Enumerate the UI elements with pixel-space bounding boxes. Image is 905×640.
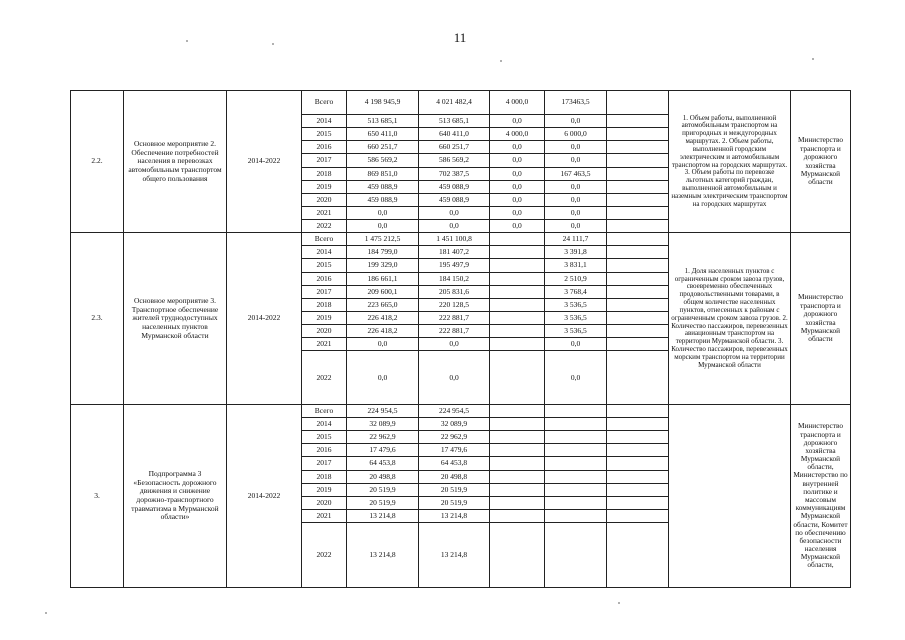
other-funds-value: 0,0 [545,338,607,351]
year-cell: 2014 [302,246,347,259]
regional-budget-value: 13 214,8 [419,509,490,522]
regional-budget-value: 702 387,5 [419,167,490,180]
regional-budget-value: 20 519,9 [419,483,490,496]
year-cell: 2021 [302,509,347,522]
item-period: 2014-2022 [227,404,302,587]
regional-budget-value: 195 497,9 [419,259,490,272]
federal-budget-value: 0,0 [490,167,545,180]
other-funds-value: 3 536,5 [545,311,607,324]
empty-cell [607,351,669,405]
year-cell: 2017 [302,154,347,167]
empty-cell [607,418,669,431]
federal-budget-value [490,325,545,338]
scan-speck [272,43,274,45]
other-funds-value: 0,0 [545,220,607,233]
item-code: 2.3. [71,233,124,405]
empty-cell [607,220,669,233]
empty-cell [607,154,669,167]
item-period: 2014-2022 [227,233,302,405]
other-funds-value: 0,0 [545,193,607,206]
total-value: 64 453,8 [347,457,419,470]
empty-cell [607,457,669,470]
total-value: 513 685,1 [347,115,419,128]
total-value: 459 088,9 [347,193,419,206]
year-cell: 2021 [302,206,347,219]
federal-budget-value [490,444,545,457]
total-value: 586 569,2 [347,154,419,167]
regional-budget-value: 13 214,8 [419,523,490,588]
year-cell: 2016 [302,272,347,285]
empty-cell [607,431,669,444]
other-funds-value: 173463,5 [545,91,607,115]
federal-budget-value: 0,0 [490,154,545,167]
year-cell: 2015 [302,259,347,272]
other-funds-value: 3 391,8 [545,246,607,259]
regional-budget-value: 20 498,8 [419,470,490,483]
federal-budget-value [490,233,545,246]
other-funds-value [545,418,607,431]
year-cell: 2019 [302,180,347,193]
federal-budget-value: 0,0 [490,180,545,193]
empty-cell [607,338,669,351]
empty-cell [607,91,669,115]
other-funds-value [545,470,607,483]
total-value: 660 251,7 [347,141,419,154]
empty-cell [607,325,669,338]
other-funds-value: 0,0 [545,154,607,167]
empty-cell [607,180,669,193]
other-funds-value: 0,0 [545,351,607,405]
other-funds-value: 2 510,9 [545,272,607,285]
federal-budget-value: 0,0 [490,141,545,154]
total-value: 869 851,0 [347,167,419,180]
total-value: 4 198 945,9 [347,91,419,115]
federal-budget-value [490,496,545,509]
regional-budget-value: 586 569,2 [419,154,490,167]
regional-budget-value: 22 962,9 [419,431,490,444]
total-value: 226 418,2 [347,311,419,324]
total-value: 459 088,9 [347,180,419,193]
regional-budget-value: 0,0 [419,206,490,219]
federal-budget-value [490,431,545,444]
year-cell: Всего [302,233,347,246]
year-cell: 2015 [302,128,347,141]
table-row [71,404,851,417]
scan-speck [812,58,814,60]
total-value: 1 475 212,5 [347,233,419,246]
regional-budget-value: 0,0 [419,220,490,233]
scan-speck [618,602,620,604]
year-cell: 2019 [302,483,347,496]
empty-cell [607,509,669,522]
item-code: 3. [71,404,124,587]
total-value: 224 954,5 [347,404,419,417]
federal-budget-value: 0,0 [490,220,545,233]
regional-budget-value: 17 479,6 [419,444,490,457]
federal-budget-value [490,272,545,285]
federal-budget-value [490,351,545,405]
other-funds-value: 3 831,1 [545,259,607,272]
federal-budget-value: 0,0 [490,193,545,206]
federal-budget-value [490,523,545,588]
regional-budget-value: 459 088,9 [419,180,490,193]
other-funds-value: 24 111,7 [545,233,607,246]
regional-budget-value: 640 411,0 [419,128,490,141]
other-funds-value [545,431,607,444]
federal-budget-value [490,298,545,311]
total-value: 17 479,6 [347,444,419,457]
federal-budget-value: 4 000,0 [490,91,545,115]
table-row [71,91,851,115]
total-value: 13 214,8 [347,523,419,588]
total-value: 199 329,0 [347,259,419,272]
total-value: 0,0 [347,206,419,219]
empty-cell [607,483,669,496]
empty-cell [607,285,669,298]
regional-budget-value: 222 881,7 [419,311,490,324]
total-value: 209 600,1 [347,285,419,298]
total-value: 186 661,1 [347,272,419,285]
total-value: 32 089,9 [347,418,419,431]
empty-cell [607,523,669,588]
other-funds-value: 3 536,5 [545,298,607,311]
regional-budget-value: 181 407,2 [419,246,490,259]
empty-cell [607,311,669,324]
year-cell: 2019 [302,311,347,324]
federal-budget-value [490,483,545,496]
federal-budget-value [490,311,545,324]
program-table [70,90,851,588]
year-cell: 2016 [302,141,347,154]
year-cell: 2018 [302,470,347,483]
item-name: Основное мероприятие 3. Транспортное обеспечение жителей труднодоступных населенных пунктов Мурманской области [124,233,227,405]
total-value: 20 519,9 [347,496,419,509]
total-value: 0,0 [347,351,419,405]
regional-budget-value: 64 453,8 [419,457,490,470]
regional-budget-value: 0,0 [419,351,490,405]
federal-budget-value [490,457,545,470]
other-funds-value: 0,0 [545,206,607,219]
empty-cell [607,233,669,246]
regional-budget-value: 205 831,6 [419,285,490,298]
total-value: 20 519,9 [347,483,419,496]
federal-budget-value: 4 000,0 [490,128,545,141]
other-funds-value [545,523,607,588]
empty-cell [607,259,669,272]
item-name: Подпрограмма 3 «Безопасность дорожного движения и снижение дорожно-транспортного травматизма в Мурманской области» [124,404,227,587]
empty-cell [607,298,669,311]
year-cell: 2017 [302,285,347,298]
year-cell: 2021 [302,338,347,351]
total-value: 223 665,0 [347,298,419,311]
year-cell: 2020 [302,193,347,206]
empty-cell [607,470,669,483]
item-code: 2.2. [71,91,124,233]
other-funds-value: 0,0 [545,115,607,128]
regional-budget-value: 184 150,2 [419,272,490,285]
empty-cell [607,444,669,457]
empty-cell [607,115,669,128]
federal-budget-value [490,338,545,351]
year-cell: 2017 [302,457,347,470]
regional-budget-value: 4 021 482,4 [419,91,490,115]
empty-cell [607,272,669,285]
total-value: 226 418,2 [347,325,419,338]
total-value: 184 799,0 [347,246,419,259]
total-value: 650 411,0 [347,128,419,141]
empty-cell [607,206,669,219]
other-funds-value: 6 000,0 [545,128,607,141]
year-cell: 2015 [302,431,347,444]
empty-cell [607,496,669,509]
federal-budget-value [490,470,545,483]
other-funds-value: 3 768,4 [545,285,607,298]
total-value: 0,0 [347,220,419,233]
federal-budget-value [490,509,545,522]
year-cell: 2020 [302,496,347,509]
other-funds-value [545,404,607,417]
regional-budget-value: 459 088,9 [419,193,490,206]
empty-cell [607,404,669,417]
item-name: Основное мероприятие 2. Обеспечение потребностей населения в перевозках автомобильным транспортом общего пользования [124,91,227,233]
other-funds-value [545,509,607,522]
year-cell: 2022 [302,220,347,233]
empty-cell [607,141,669,154]
regional-budget-value: 660 251,7 [419,141,490,154]
other-funds-value [545,444,607,457]
year-cell: 2022 [302,351,347,405]
federal-budget-value [490,285,545,298]
scan-speck [45,612,47,614]
other-funds-value [545,483,607,496]
page-number: 11 [453,30,467,45]
year-cell: 2016 [302,444,347,457]
empty-cell [607,128,669,141]
year-cell: 2014 [302,115,347,128]
regional-budget-value: 224 954,5 [419,404,490,417]
indicators-cell [669,404,791,587]
table-row [71,233,851,246]
federal-budget-value [490,259,545,272]
federal-budget-value [490,246,545,259]
empty-cell [607,167,669,180]
regional-budget-value: 20 519,9 [419,496,490,509]
regional-budget-value: 1 451 100,8 [419,233,490,246]
total-value: 20 498,8 [347,470,419,483]
year-cell: 2014 [302,418,347,431]
other-funds-value: 0,0 [545,180,607,193]
regional-budget-value: 513 685,1 [419,115,490,128]
responsible-cell: Министерство транспорта и дорожного хозяйства Мурманской области, Министерство по внутренней политике и массовым коммуникациям Мурманской области, Комитет по обеспечению безопасности населения Мурманской области, [791,404,851,587]
federal-budget-value: 0,0 [490,206,545,219]
regional-budget-value: 0,0 [419,338,490,351]
total-value: 13 214,8 [347,509,419,522]
other-funds-value [545,457,607,470]
year-cell: 2018 [302,167,347,180]
federal-budget-value [490,404,545,417]
regional-budget-value: 220 128,5 [419,298,490,311]
empty-cell [607,193,669,206]
other-funds-value: 0,0 [545,141,607,154]
federal-budget-value [490,418,545,431]
table-body [71,91,851,588]
federal-budget-value: 0,0 [490,115,545,128]
total-value: 0,0 [347,338,419,351]
regional-budget-value: 222 881,7 [419,325,490,338]
indicators-cell: 1. Доля населенных пунктов с ограниченным сроком завоза грузов, своевременно обеспеченных продовольственными товарами, в общем количестве населенных пунктов, отнесенных к районам с ограниченным сроком завоза грузов. 2. Количество пассажиров, перевезенных авиационным транспортом на территории Мурманской области. 3. Количество пассажиров, перевезенных морским транспортом на территории Мурманской области [669,233,791,405]
indicators-cell: 1. Объем работы, выполненной автомобильным транспортом на пригородных и междугородных маршрутах. 2. Объем работы, выполненной городским электрическим и автомобильным транспортом на городских маршрутах. 3. Объем работы по перевозке льготных категорий граждан, выполненной автомобильным и наземным электрическим транспортом на городских маршрутах [669,91,791,233]
other-funds-value [545,496,607,509]
responsible-cell: Министерство транспорта и дорожного хозяйства Мурманской области [791,233,851,405]
scan-speck [500,60,502,62]
year-cell: Всего [302,404,347,417]
year-cell: 2018 [302,298,347,311]
empty-cell [607,246,669,259]
responsible-cell: Министерство транспорта и дорожного хозяйства Мурманской области [791,91,851,233]
other-funds-value: 3 536,5 [545,325,607,338]
year-cell: 2020 [302,325,347,338]
regional-budget-value: 32 089,9 [419,418,490,431]
total-value: 22 962,9 [347,431,419,444]
year-cell: Всего [302,91,347,115]
item-period: 2014-2022 [227,91,302,233]
other-funds-value: 167 463,5 [545,167,607,180]
year-cell: 2022 [302,523,347,588]
scan-speck [186,40,188,42]
